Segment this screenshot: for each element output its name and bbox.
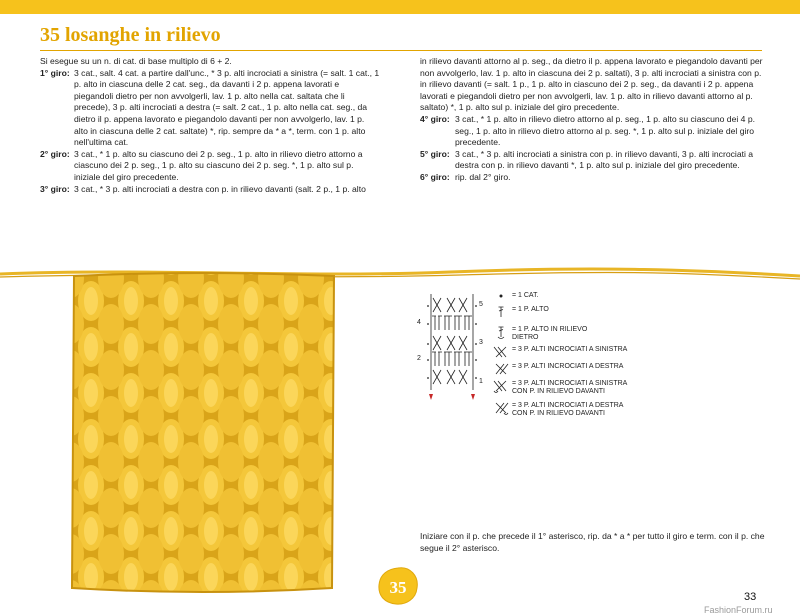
page-title: 35 losanghe in rilievo	[40, 24, 221, 46]
double-crochet-icon	[492, 306, 510, 318]
pattern-number-badge	[376, 566, 420, 606]
legend-item	[492, 306, 549, 318]
row-number-5: 5	[479, 301, 483, 308]
round-text: 3 cat., * 3 p. alti incrociati a sinistra con p. in rilievo davanti, 3 p. alti incrociati a destra con p. in rilievo davanti *, 1 p. alto sul p. iniziale del giro precedente.	[455, 148, 754, 171]
legend-label: = 3 P. ALTI INCROCIATI A SINISTRA CON P. IN RILIEVO DAVANTI	[512, 380, 628, 395]
instructions-right-column	[420, 56, 765, 184]
round-2	[40, 149, 380, 184]
row-number-4: 4	[417, 319, 421, 326]
round-1	[40, 68, 380, 149]
round-label: 1° giro:	[40, 67, 70, 78]
legend-label: = 1 P. ALTO IN RILIEVO DIETRO	[512, 326, 588, 341]
round-text: 3 cat., * 1 p. alto in rilievo dietro attorno al p. seg., 1 p. alto su ciascuno dei 4 p. seg., 1 p. alto in rilievo dietro attorno al p. seg. *, 1 p. alto sul p. iniziale del giro precedente.	[455, 113, 756, 148]
back-post-dc-icon	[492, 326, 510, 340]
repeat-note: Iniziare con il p. che precede il 1° asterisco, rip. da * a * per tutto il giro e term. con il p. che segue il 2° asterisco.	[420, 531, 765, 553]
round-text: 3 cat., * 3 p. alti incrociati a destra con p. in rilievo davanti (salt. 2 p., 1 p. alto	[74, 183, 366, 194]
round-label: 2° giro:	[40, 148, 70, 159]
row-number-3: 3	[479, 339, 483, 346]
legend-label: = 3 P. ALTI INCROCIATI A DESTRA CON P. IN RILIEVO DAVANTI	[512, 402, 624, 417]
instructions-left-column	[40, 56, 380, 195]
cross-right-icon	[492, 363, 510, 375]
round-5	[420, 149, 765, 172]
row-number-2: 2	[417, 355, 421, 362]
legend-item	[492, 292, 539, 300]
round-label: 3° giro:	[40, 183, 70, 194]
legend-item	[492, 363, 623, 375]
round-label: 5° giro:	[420, 148, 450, 159]
round-3	[40, 184, 380, 196]
row-number-1: 1	[479, 378, 483, 385]
legend-item	[492, 402, 623, 418]
legend-label: = 3 P. ALTI INCROCIATI A SINISTRA	[512, 346, 628, 353]
legend-item	[492, 380, 627, 396]
round-text: 3 cat., salt. 4 cat. a partire dall'unc., * 3 p. alti incrociati a sinistra (= salt. 1 cat., 1 p. alto in ciascuna delle 2 cat. seg., da davanti i 2 p. appena lavorati e piegandoli dietro per non avvolgerli, lav. 1 p. alto nella cat. saltata che li precede), 3 p. alti incrociati a destra (= salt. 2 cat., 1 p. alto nella cat. seg., da dietro il p. appena lavorato e piegandolo davanti per non avvolgerlo, lav. 1 p. alto in ciascuna delle 2 cat. saltate) *, rip. sempre da * a *, term. con 1 p. alto nell'ultima cat.	[74, 67, 380, 148]
legend-label: = 1 P. ALTO	[512, 306, 549, 313]
legend-label: = 1 CAT.	[512, 292, 539, 299]
stitch-chart	[415, 290, 495, 402]
crochet-swatch-photo	[68, 272, 338, 594]
legend-label: = 3 P. ALTI INCROCIATI A DESTRA	[512, 363, 624, 370]
cross-left-icon	[492, 346, 510, 358]
badge-number: 35	[389, 578, 407, 597]
intro-text: Si esegue su un n. di cat. di base multiplo di 6 + 2.	[40, 56, 232, 66]
title-divider	[40, 50, 762, 51]
legend-item	[492, 346, 627, 358]
cross-left-front-post-icon	[492, 380, 510, 394]
round-4	[420, 114, 765, 149]
watermark: FashionForum.ru	[704, 605, 773, 615]
legend-item	[492, 326, 587, 342]
round-text: rip. dal 2° giro.	[455, 171, 511, 182]
round-6	[420, 172, 765, 184]
page-number: 33	[744, 591, 757, 603]
round-text: 3 cat., * 1 p. alto su ciascuno dei 2 p. seg., 1 p. alto in rilievo dietro attorno a ciascuno dei 2 p. seg., 1 p. alto su ciascuno dei 2 p. seg. *, 1 p. alto sul p. iniziale del giro precedente.	[74, 148, 363, 182]
cross-right-front-post-icon	[492, 402, 510, 416]
round-label: 6° giro:	[420, 171, 450, 182]
chain-dot-icon	[492, 292, 510, 300]
round-label: 4° giro:	[420, 113, 450, 124]
round-3-continuation: in rilievo davanti attorno al p. seg., da dietro il p. appena lavorato e piegandolo davanti per non avvolgerlo, lav. 1 p. alto in ciascuna dei 2 p. saltati), 3 p. alti incrociati a sinistra con p. in rilievo davanti (= salt. 1 p., 1 p. alto in ciascuno dei 2 p. seg., da davanti i 2 p. appena lavorati e piegandoli dietro per non avvolgerli, lav. 1 p. alto in rilievo davanti attorno al p. saltato) *, 1 p. alto sul p. iniziale del giro precedente.	[420, 56, 763, 113]
top-accent-bar	[0, 0, 800, 14]
